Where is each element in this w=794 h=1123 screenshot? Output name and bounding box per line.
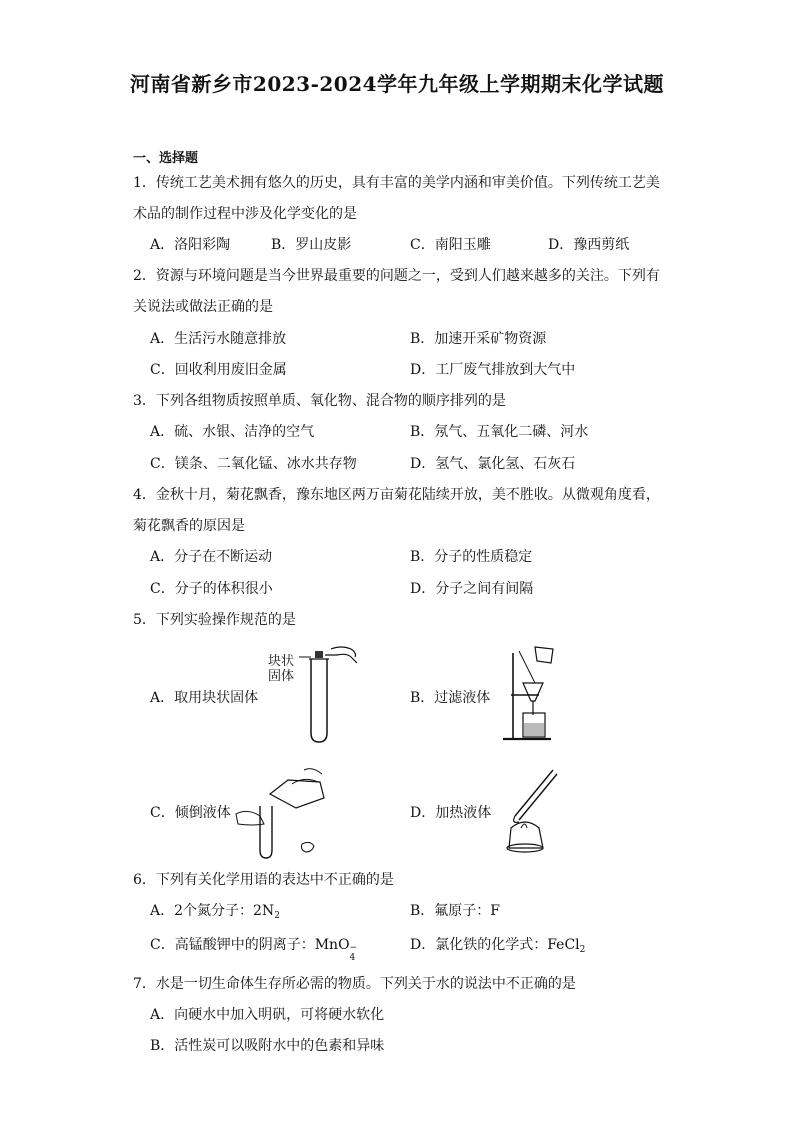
q4-option-c: C．分子的体积很小 <box>150 581 273 597</box>
q6-stem: 6．下列有关化学用语的表达中不正确的是 <box>133 872 394 888</box>
page-title: 河南省新乡市2023-2024学年九年级上学期期末化学试题 <box>129 72 665 96</box>
q5-option-a: A．取用块状固体 <box>150 690 259 706</box>
q3-option-c: C．镁条、二氧化锰、冰水共存物 <box>150 456 357 472</box>
q6-option-d <box>410 934 585 955</box>
q6-option-b: B．氟原子：F <box>410 903 501 919</box>
q1-option-c: C．南阳玉雕 <box>410 237 491 253</box>
q3-option-a: A．硫、水银、洁净的空气 <box>150 424 315 440</box>
fig-a-label-line1: 块状 <box>268 654 295 669</box>
q4-stem-line1: 4．金秋十月，菊花飘香，豫东地区两万亩菊花陆续开放，美不胜收。从微观角度看， <box>133 487 660 503</box>
q2-option-b: B．加速开采矿物资源 <box>410 331 547 347</box>
q5-stem: 5．下列实验操作规范的是 <box>133 612 296 628</box>
q3-option-b: B．氖气、五氧化二磷、河水 <box>410 424 589 440</box>
q6-option-d-subscript: 2 <box>579 945 586 955</box>
q6-option-a-text: A．2个氮分子：2N <box>150 903 275 919</box>
q7-stem: 7．水是一切生命体生存所必需的物质。下列关于水的说法中不正确的是 <box>133 976 576 992</box>
fig-a-label-line2: 固体 <box>268 669 295 684</box>
q1-stem-line2: 术品的制作过程中涉及化学变化的是 <box>133 206 357 222</box>
figure-a-test-tube <box>295 645 365 745</box>
q6-option-c-text: C．高锰酸钾中的阴离子：MnO <box>150 937 350 953</box>
q6-option-c-superscript: − <box>349 943 358 953</box>
q6-option-c-subscript: 4 <box>349 953 356 963</box>
q4-option-b: B．分子的性质稳定 <box>410 549 533 565</box>
q6-option-a <box>150 900 280 921</box>
q2-stem-line1: 2．资源与环境问题是当今世界最重要的问题之一，受到人们越来越多的关注。下列有 <box>133 268 660 284</box>
q3-option-d: D．氢气、氯化氢、石灰石 <box>410 456 576 472</box>
figure-b-filtration <box>495 645 575 745</box>
figure-d-heating <box>495 766 565 856</box>
q1-option-d: D．豫西剪纸 <box>548 237 630 253</box>
q2-option-c: C．回收利用废旧金属 <box>150 362 287 378</box>
q5-option-b: B．过滤液体 <box>410 690 491 706</box>
q6-option-c <box>150 934 358 963</box>
q4-option-d: D．分子之间有间隔 <box>410 581 534 597</box>
q7-option-b: B．活性炭可以吸附水中的色素和异味 <box>150 1038 385 1054</box>
q7-option-a: A．向硬水中加入明矾，可将硬水软化 <box>150 1007 385 1023</box>
q4-stem-line2: 菊花飘香的原因是 <box>133 518 245 534</box>
section-heading: 一、选择题 <box>133 151 199 166</box>
q2-option-a: A．生活污水随意排放 <box>150 331 287 347</box>
q2-option-d: D．工厂废气排放到大气中 <box>410 362 576 378</box>
q6-option-a-subscript: 2 <box>274 911 280 921</box>
q5-option-c: C．倾倒液体 <box>150 805 231 821</box>
q1-stem-line1: 1．传统工艺美术拥有悠久的历史，具有丰富的美学内涵和审美价值。下列传统工艺美 <box>133 175 660 191</box>
q4-option-a: A．分子在不断运动 <box>150 549 273 565</box>
q5-option-d: D．加热液体 <box>410 805 492 821</box>
q1-option-b: B．罗山皮影 <box>271 237 352 253</box>
q3-stem: 3．下列各组物质按照单质、氧化物、混合物的顺序排列的是 <box>133 393 506 409</box>
q2-stem-line2: 关说法或做法正确的是 <box>133 299 273 315</box>
figure-c-pouring <box>232 766 332 861</box>
q6-option-d-text: D．氯化铁的化学式：FeCl <box>410 937 580 953</box>
q1-option-a: A．洛阳彩陶 <box>150 237 231 253</box>
